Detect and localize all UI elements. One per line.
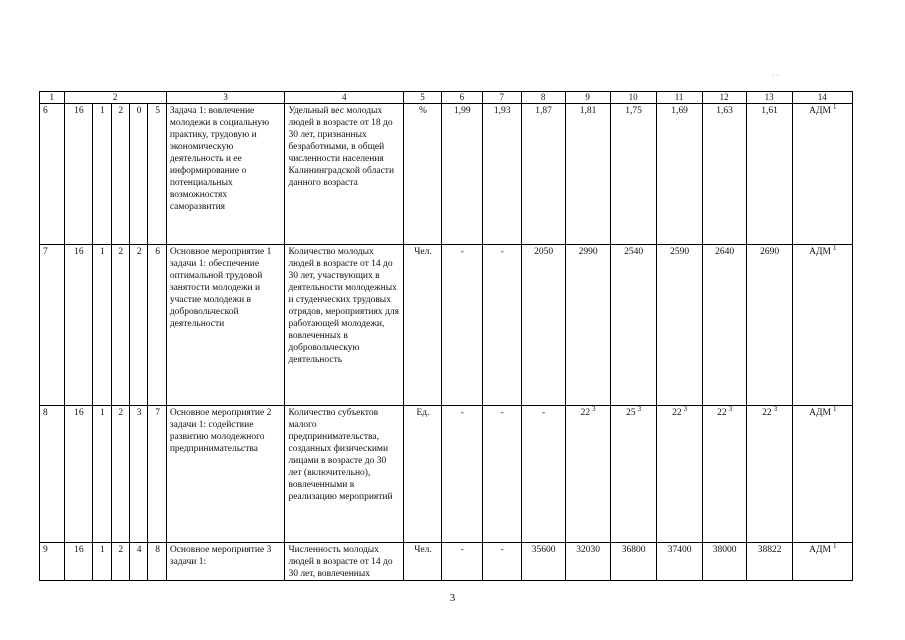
row-number: 9 [40,543,65,581]
responsible-text: АДМ [809,106,831,116]
footnote-mark: 1 [832,542,837,550]
table-row [40,104,853,245]
footnote-mark: 3 [592,405,596,413]
code-cell: 16 [64,543,93,581]
value-cell: 1,63 [702,104,746,245]
code-cell: 2 [111,406,129,543]
responsible-cell [792,104,852,245]
value-cell: - [482,543,521,581]
unit-cell: Чел. [404,245,442,406]
footnote-mark: 3 [637,405,642,413]
value-cell [610,406,656,543]
indicator-name: Количество молодых людей в возрасте от 14 до 30 лет, участвующих в деятельности молодежных и студенческих трудовых отрядов, мероприятиях для работающей молодежи, вовлеченных в добровольческую деятельность [285,245,404,406]
value-cell: - [482,245,521,406]
code-cell: 6 [148,245,166,406]
value-cell: - [441,245,482,406]
responsible-cell [792,543,852,581]
unit-cell: Чел. [404,543,442,581]
responsible-text: АДМ [809,545,831,555]
value-cell: - [441,543,482,581]
header-cell: 8 [521,92,565,104]
unit-cell: Ед. [404,406,442,543]
page-number: 3 [449,592,456,604]
value-cell: 1,81 [565,104,610,245]
code-cell: 2 [129,245,147,406]
code-cell: 8 [148,543,166,581]
value-cell: 1,87 [521,104,565,245]
header-cell: 12 [702,92,746,104]
code-cell: 1 [93,406,111,543]
code-cell: 2 [111,104,129,245]
row-number: 6 [40,104,65,245]
header-cell: 3 [166,92,285,104]
footnote-mark: 1 [832,405,837,413]
header-cell: 1 [40,92,65,104]
header-cell: 6 [441,92,482,104]
value-cell: 37400 [656,543,702,581]
task-name: Задача 1: вовлечение молодежи в социальную практику, трудовую и экономическую деятельность и ее информирование о потенциальных возможностях саморазвития [166,104,285,245]
value-cell: 1,93 [482,104,521,245]
indicator-name: Количество субъектов малого предпринимательства, созданных физическими лицами в возрасте до 30 лет (включительно), вовлеченными в реализацию мероприятий [285,406,404,543]
code-cell: 2 [111,245,129,406]
footnote-mark: 1 [832,244,837,252]
value-cell: 1,69 [656,104,702,245]
value-cell: 1,99 [441,104,482,245]
code-cell: 1 [93,104,111,245]
value-cell: 38822 [746,543,792,581]
header-cell: 10 [610,92,656,104]
footnote-mark: 1 [832,103,837,111]
value-cell: - [482,406,521,543]
task-name: Основное мероприятие 2 задачи 1: содействие развитию молодежного предпринимательства [166,406,285,543]
code-cell: 16 [64,245,93,406]
value-cell [746,406,792,543]
code-cell: 5 [148,104,166,245]
indicator-name: Удельный вес молодых людей в возрасте от 18 до 30 лет, признанных безработными, в общей численности населения Калининградской области данного возраста [285,104,404,245]
value-text: 22 [762,408,772,418]
value-cell: 38000 [702,543,746,581]
value-cell [702,406,746,543]
code-cell: 1 [93,245,111,406]
value-cell [565,406,610,543]
value-cell: 2640 [702,245,746,406]
header-cell: 7 [482,92,521,104]
value-text: 22 [672,408,682,418]
header-cell: 4 [285,92,404,104]
value-text: 25 [626,408,636,418]
code-cell: 2 [111,543,129,581]
value-text: 22 [580,408,591,418]
task-name: Основное мероприятие 3 задачи 1: [166,543,285,581]
footnote-mark: 3 [728,405,733,413]
table-row [40,406,853,543]
responsible-cell [792,406,852,543]
row-number: 7 [40,245,65,406]
header-cell: 14 [792,92,852,104]
code-cell: 4 [129,543,147,581]
header-cell: 13 [746,92,792,104]
value-cell: 1,61 [746,104,792,245]
value-cell: 32030 [565,543,610,581]
table-row [40,543,853,581]
code-cell: 16 [64,406,93,543]
responsible-text: АДМ [809,247,831,257]
value-cell: - [441,406,482,543]
value-cell [656,406,702,543]
code-cell: 3 [129,406,147,543]
scan-mark: · · [772,71,780,80]
value-cell: - [521,406,565,543]
responsible-cell [792,245,852,406]
value-cell: 2590 [656,245,702,406]
code-cell: 16 [64,104,93,245]
indicators-table [39,91,853,581]
code-cell: 7 [148,406,166,543]
value-cell: 35600 [521,543,565,581]
value-cell: 2050 [521,245,565,406]
indicator-name: Численность молодых людей в возрасте от 14 до 30 лет, вовлеченных [285,543,404,581]
value-cell: 1,75 [610,104,656,245]
footnote-mark: 3 [773,405,778,413]
responsible-text: АДМ [809,408,831,418]
header-row [40,92,853,104]
value-cell: 2690 [746,245,792,406]
row-number: 8 [40,406,65,543]
table-row [40,245,853,406]
value-text: 22 [717,408,727,418]
task-name: Основное мероприятие 1 задачи 1: обеспечение оптимальной трудовой занятости молодежи и участие молодежи в добровольческой деятельности [166,245,285,406]
value-cell: 2990 [565,245,610,406]
value-cell: 36800 [610,543,656,581]
code-cell: 0 [129,104,147,245]
header-cell: 5 [404,92,442,104]
unit-cell: % [404,104,442,245]
code-cell: 1 [93,543,111,581]
footnote-mark: 3 [683,405,688,413]
header-cell: 11 [656,92,702,104]
value-cell: 2540 [610,245,656,406]
header-cell: 2 [64,92,166,104]
header-cell: 9 [565,92,610,104]
